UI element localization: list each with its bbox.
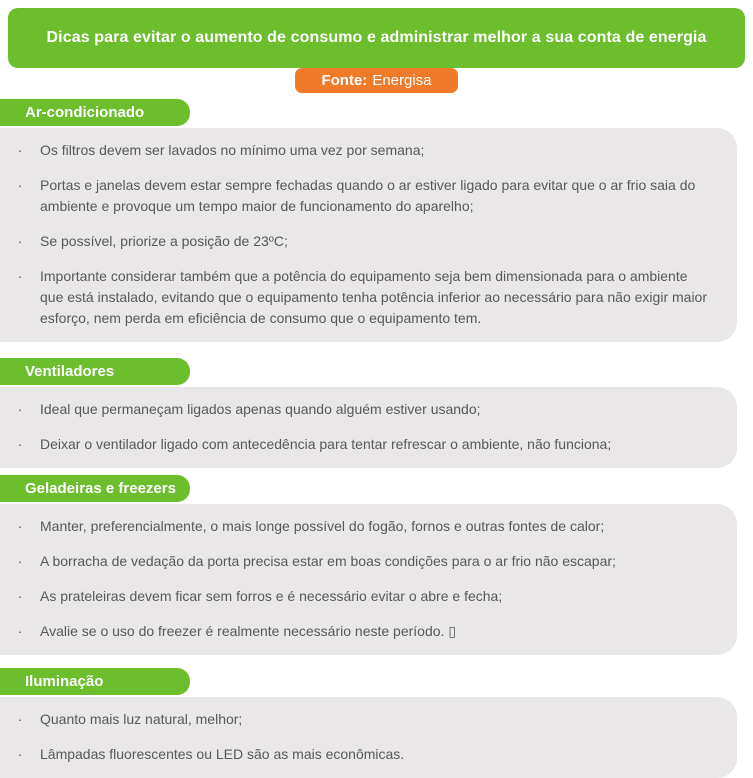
page-title: Dicas para evitar o aumento de consumo e administrar melhor a sua conta de energia <box>8 8 745 68</box>
tip-text: A borracha de vedação da porta precisa estar em boas condições para o ar frio não escapar; <box>40 553 616 569</box>
tip-item <box>0 266 707 329</box>
section-box-ar-condicionado <box>0 128 737 342</box>
bullet-icon: · <box>17 518 23 534</box>
tip-item <box>0 231 707 252</box>
tip-item <box>0 140 707 161</box>
bullet-icon: · <box>17 553 23 569</box>
bullet-icon: · <box>17 746 23 762</box>
tip-text: Lâmpadas fluorescentes ou LED são as mais econômicas. <box>40 746 405 762</box>
tip-text: As prateleiras devem ficar sem forros e é necessário evitar o abre e fecha; <box>40 588 503 604</box>
tip-item <box>0 434 707 455</box>
tip-item <box>0 551 707 572</box>
bullet-icon: · <box>17 623 23 639</box>
tip-item <box>0 586 707 607</box>
section-box-ventiladores <box>0 387 737 468</box>
bullet-icon: · <box>17 711 23 727</box>
tip-item <box>0 744 707 765</box>
bullet-icon: · <box>17 268 23 284</box>
tip-text: Se possível, priorize a posição de 23ºC; <box>40 233 288 249</box>
section-box-geladeiras-freezers <box>0 504 737 655</box>
section-box-iluminacao <box>0 697 737 778</box>
tip-item <box>0 621 707 642</box>
source-label: Fonte: <box>321 72 368 89</box>
section-tab-iluminacao: Iluminação <box>0 668 190 695</box>
bullet-icon: · <box>17 233 23 249</box>
tip-text: Importante considerar também que a potência do equipamento seja bem dimensionada para o ambiente que está instalado, evitando que o equipamento tenha potência inferior ao necessário para não exigir maior esforço, nem perda em eficiência de consumo que o equipamento tem. <box>40 268 707 326</box>
section-tab-geladeiras-freezers: Geladeiras e freezers <box>0 475 190 502</box>
bullet-icon: · <box>17 142 23 158</box>
tip-item <box>0 516 707 537</box>
tip-text: Portas e janelas devem estar sempre fechadas quando o ar estiver ligado para evitar que o ar frio saia do ambiente e provoque um tempo maior de funcionamento do aparelho; <box>40 177 696 214</box>
tip-item <box>0 175 707 217</box>
source-badge <box>295 68 457 93</box>
bullet-icon: · <box>17 177 23 193</box>
tip-text: Ideal que permaneçam ligados apenas quando alguém estiver usando; <box>40 401 481 417</box>
tip-item <box>0 709 707 730</box>
tip-text: Manter, preferencialmente, o mais longe possível do fogão, fornos e outras fontes de calor; <box>40 518 605 534</box>
tip-text: Quanto mais luz natural, melhor; <box>40 711 243 727</box>
section-tab-ventiladores: Ventiladores <box>0 358 190 385</box>
bullet-icon: · <box>17 436 23 452</box>
tip-text: Avalie se o uso do freezer é realmente necessário neste período. ▯ <box>40 623 457 639</box>
bullet-icon: · <box>17 401 23 417</box>
tip-text: Deixar o ventilador ligado com antecedência para tentar refrescar o ambiente, não funciona; <box>40 436 612 452</box>
source-name: Energisa <box>372 72 432 89</box>
section-tab-ar-condicionado: Ar-condicionado <box>0 99 190 126</box>
bullet-icon: · <box>17 588 23 604</box>
tip-text: Os filtros devem ser lavados no mínimo uma vez por semana; <box>40 142 425 158</box>
tip-item <box>0 399 707 420</box>
